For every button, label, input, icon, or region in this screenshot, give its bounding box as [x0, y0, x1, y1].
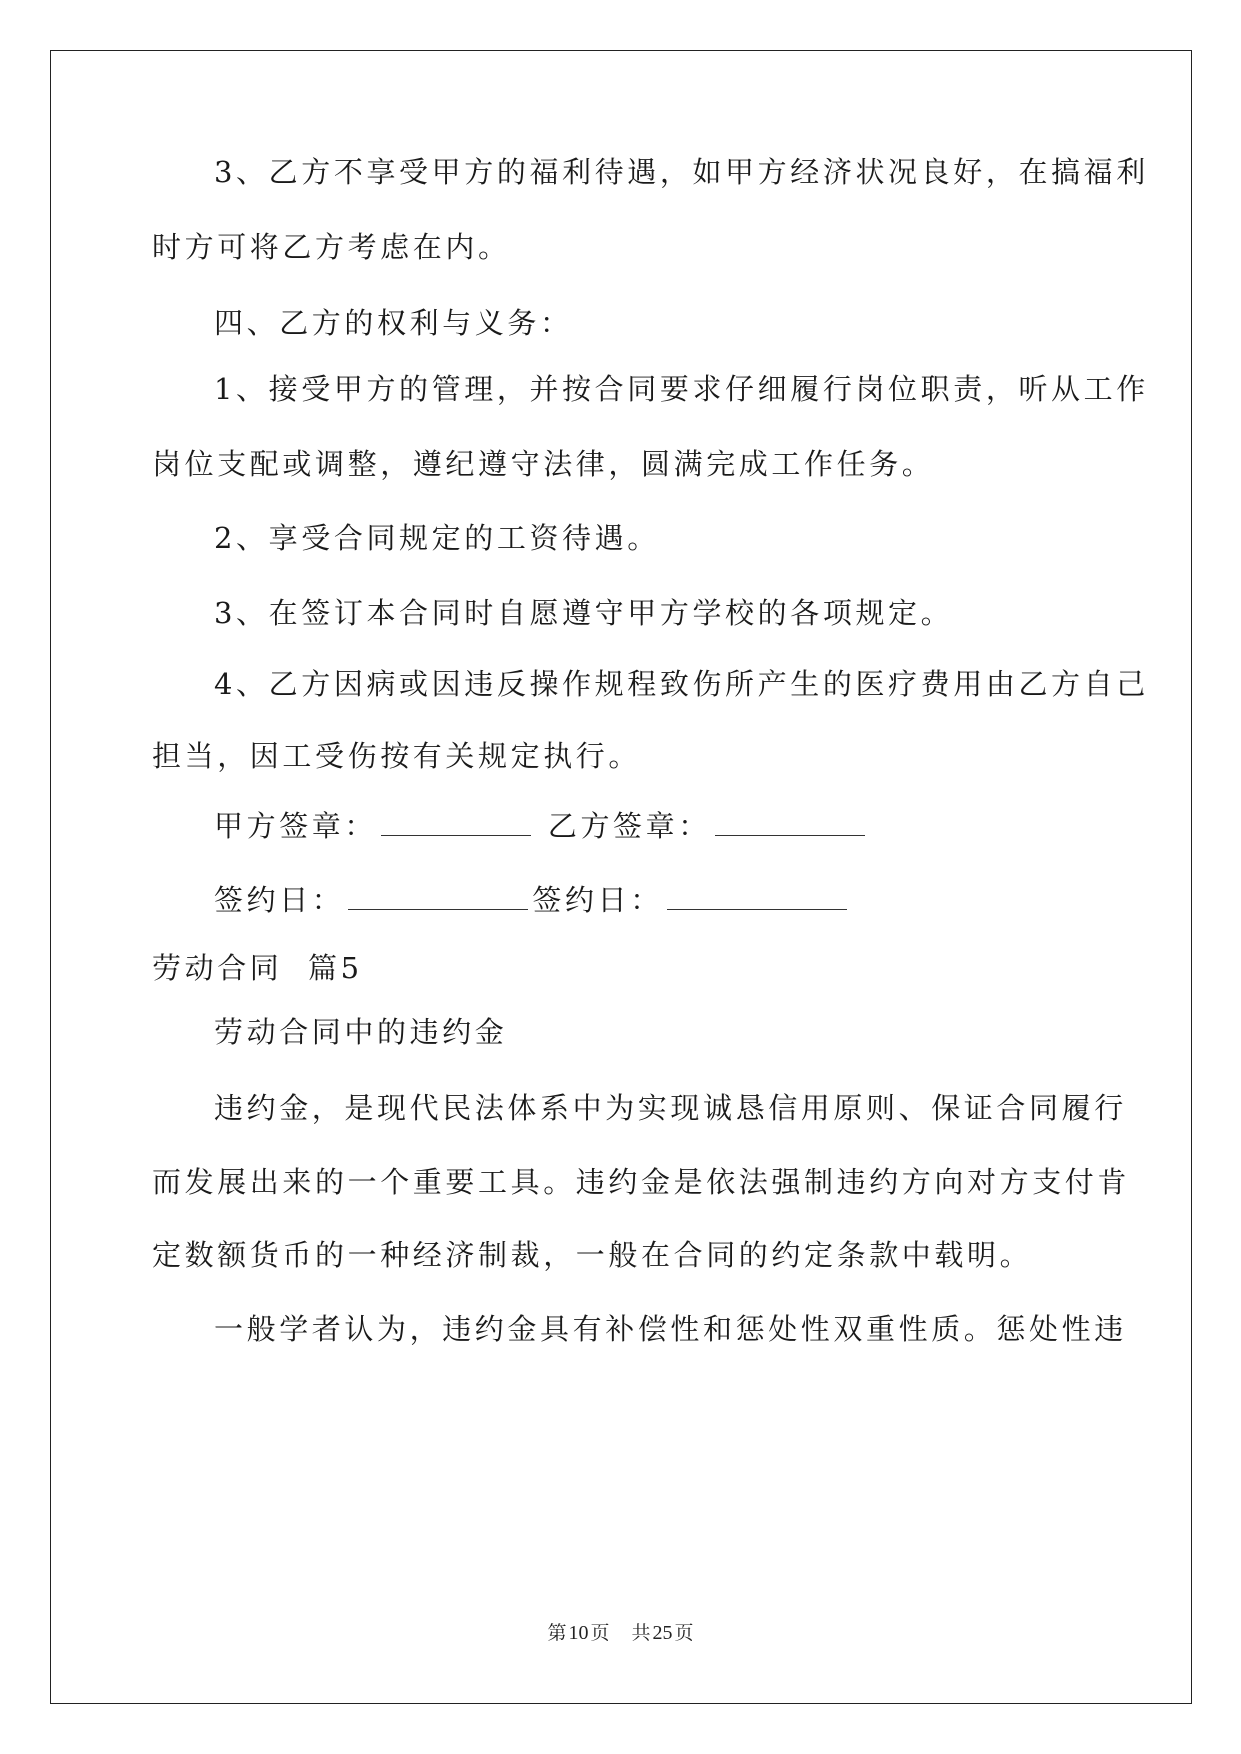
page-border [50, 50, 1192, 1704]
section-title: 劳动合同 篇5 [152, 951, 363, 985]
date-row [214, 880, 851, 920]
paragraph-line: 时方可将乙方考虑在内。 [152, 230, 511, 264]
paragraph-line: 担当，因工受伤按有关规定执行。 [152, 739, 642, 773]
paragraph-line: 一般学者认为，违约金具有补偿性和惩处性双重性质。惩处性违 [214, 1312, 1127, 1346]
current-page-number: 10 [568, 1622, 589, 1644]
paragraph-line: 岗位支配或调整，遵纪遵守法律，圆满完成工作任务。 [152, 447, 935, 481]
paragraph-line: 定数额货币的一种经济制裁，一般在合同的约定条款中载明。 [152, 1238, 1033, 1272]
party-b-signature-label: 乙方签章： [547, 809, 711, 843]
party-a-signature-label: 甲方签章： [214, 809, 378, 843]
footer-prefix: 第 [547, 1622, 567, 1644]
paragraph-line: 4、乙方因病或因违反操作规程致伤所产生的医疗费用由乙方自己 [214, 667, 1149, 701]
paragraph-line: 3、在签订本合同时自愿遵守甲方学校的各项规定。 [214, 596, 954, 630]
paragraph-line: 2、享受合同规定的工资待遇。 [214, 521, 660, 555]
paragraph-line: 3、乙方不享受甲方的福利待遇，如甲方经济状况良好，在搞福利 [214, 155, 1149, 189]
party-b-signature-blank [715, 813, 865, 836]
signature-row [214, 806, 869, 846]
paragraph-line: 违约金，是现代民法体系中为实现诚恳信用原则、保证合同履行 [214, 1091, 1127, 1125]
party-a-signature-blank [381, 813, 531, 836]
footer-total-suffix: 页 [674, 1622, 694, 1644]
date-a-label: 签约日： [214, 883, 345, 917]
footer-page-suffix: 页 [590, 1622, 610, 1644]
page-footer [0, 1618, 1241, 1645]
total-page-count: 25 [652, 1622, 673, 1644]
paragraph-line: 而发展出来的一个重要工具。违约金是依法强制违约方向对方支付肯 [152, 1165, 1131, 1199]
paragraph-heading: 劳动合同中的违约金 [214, 1015, 508, 1049]
date-b-label: 签约日： [532, 883, 663, 917]
date-a-blank [348, 887, 528, 910]
footer-total-prefix: 共 [631, 1622, 651, 1644]
paragraph-line: 1、接受甲方的管理，并按合同要求仔细履行岗位职责，听从工作 [214, 372, 1149, 406]
date-b-blank [667, 887, 847, 910]
section-heading: 四、乙方的权利与义务： [214, 306, 573, 340]
